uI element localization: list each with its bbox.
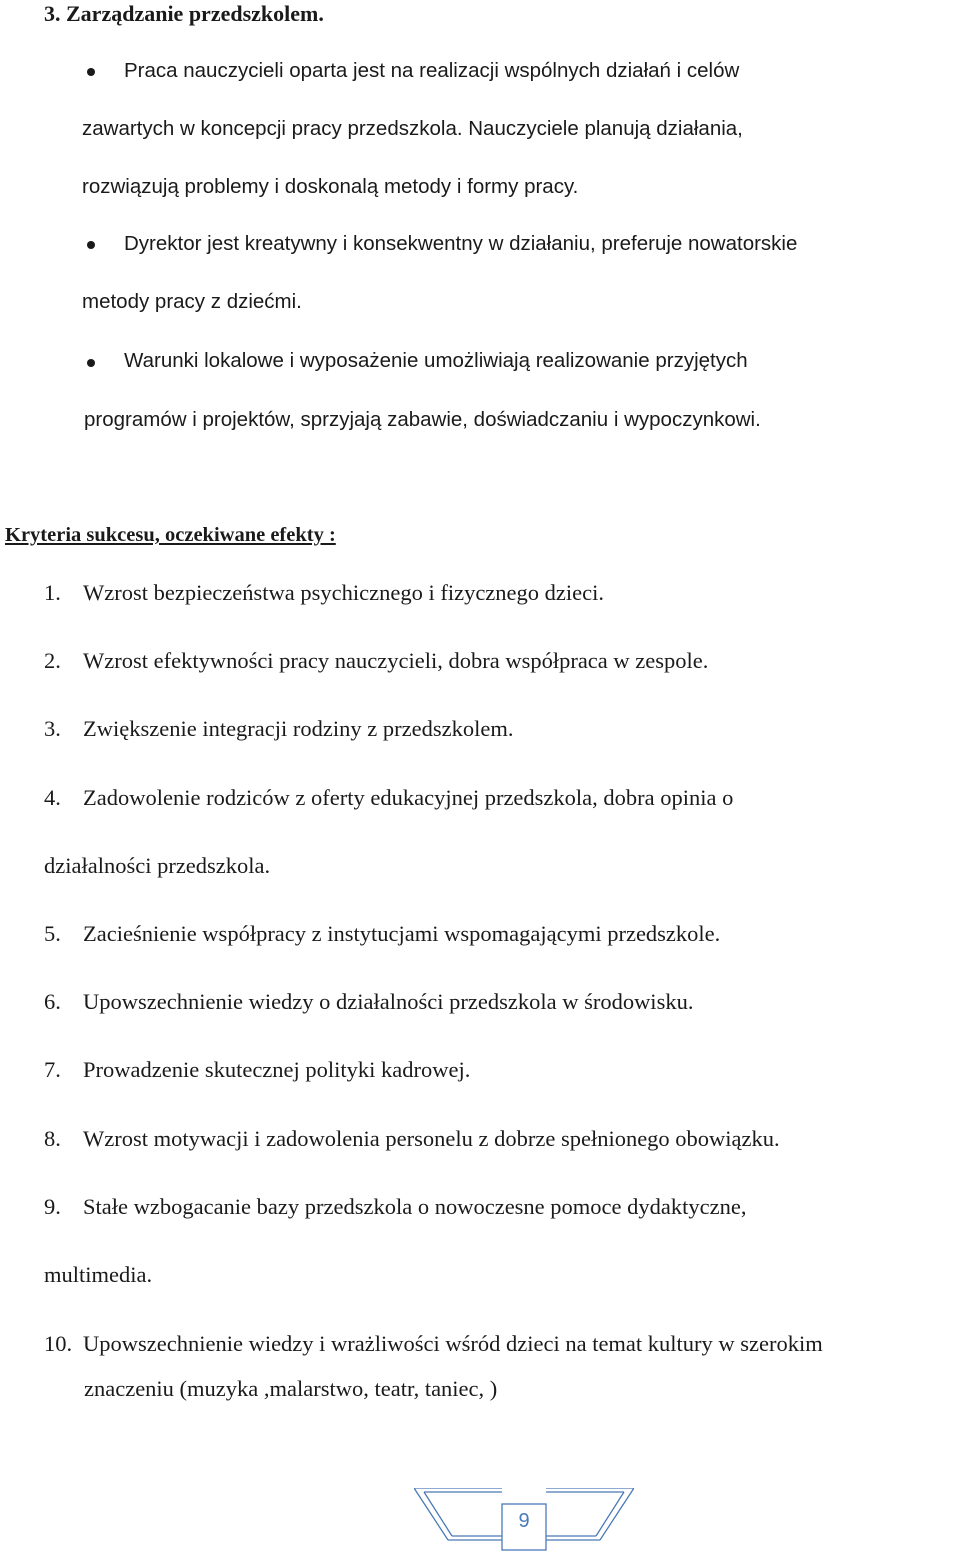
page-number: 9 — [518, 1510, 530, 1532]
list-item-number: 10. — [44, 1331, 73, 1356]
bullet-1-line-3: rozwiązują problemy i doskonalą metody i formy pracy. — [82, 175, 579, 198]
list-item-number: 3. — [44, 716, 61, 741]
section-heading: 3. Zarządzanie przedszkolem. — [44, 1, 324, 26]
list-item-text: Wzrost bezpieczeństwa psychicznego i fizycznego dzieci. — [83, 580, 604, 605]
list-item-text: Stałe wzbogacanie bazy przedszkola o nowoczesne pomoce dydaktyczne, — [83, 1194, 747, 1219]
list-item-text: Prowadzenie skutecznej polityki kadrowej. — [83, 1057, 471, 1082]
list-item-number: 2. — [44, 648, 61, 673]
list-item-text: Zadowolenie rodziców z oferty edukacyjnej przedszkola, dobra opinia o — [83, 785, 734, 810]
bullet-icon — [87, 68, 95, 76]
list-item-number: 4. — [44, 785, 61, 810]
list-item-text-continued: działalności przedszkola. — [44, 853, 271, 878]
list-item-number: 6. — [44, 989, 61, 1014]
list-item-text: Wzrost motywacji i zadowolenia personelu z dobrze spełnionego obowiązku. — [83, 1126, 780, 1151]
list-item-text: Zacieśnienie współpracy z instytucjami wspomagającymi przedszkole. — [83, 921, 721, 946]
bullet-2-line-1: Dyrektor jest kreatywny i konsekwentny w działaniu, preferuje nowatorskie — [124, 232, 798, 255]
list-item-text: Wzrost efektywności pracy nauczycieli, dobra współpraca w zespole. — [83, 648, 709, 673]
criteria-title: Kryteria sukcesu, oczekiwane efekty : — [5, 524, 336, 546]
bullet-2-line-2: metody pracy z dziećmi. — [82, 290, 302, 313]
list-item-number: 8. — [44, 1126, 61, 1151]
bullet-1-line-1: Praca nauczycieli oparta jest na realizacji wspólnych działań i celów — [124, 59, 740, 82]
bullet-icon — [87, 359, 95, 367]
list-item-number: 7. — [44, 1057, 61, 1082]
list-item-text: Upowszechnienie wiedzy i wrażliwości wśród dzieci na temat kultury w szerokim — [83, 1331, 823, 1356]
bullet-1-line-2: zawartych w koncepcji pracy przedszkola. Nauczyciele planują działania, — [82, 117, 743, 140]
list-item-text: Upowszechnienie wiedzy o działalności przedszkola w środowisku. — [83, 989, 694, 1014]
list-item-text-continued: znaczeniu (muzyka ,malarstwo, teatr, taniec, ) — [84, 1376, 498, 1401]
bullet-icon — [87, 241, 95, 249]
list-item-text-continued: multimedia. — [44, 1262, 153, 1287]
bullet-3-line-1: Warunki lokalowe i wyposażenie umożliwiają realizowanie przyjętych — [124, 349, 748, 372]
list-item-number: 1. — [44, 580, 61, 605]
list-item-number: 5. — [44, 921, 61, 946]
bullet-3-line-2: programów i projektów, sprzyjają zabawie, doświadczaniu i wypoczynkowi. — [84, 408, 761, 431]
list-item-text: Zwiększenie integracji rodziny z przedszkolem. — [83, 716, 514, 741]
list-item-number: 9. — [44, 1194, 61, 1219]
